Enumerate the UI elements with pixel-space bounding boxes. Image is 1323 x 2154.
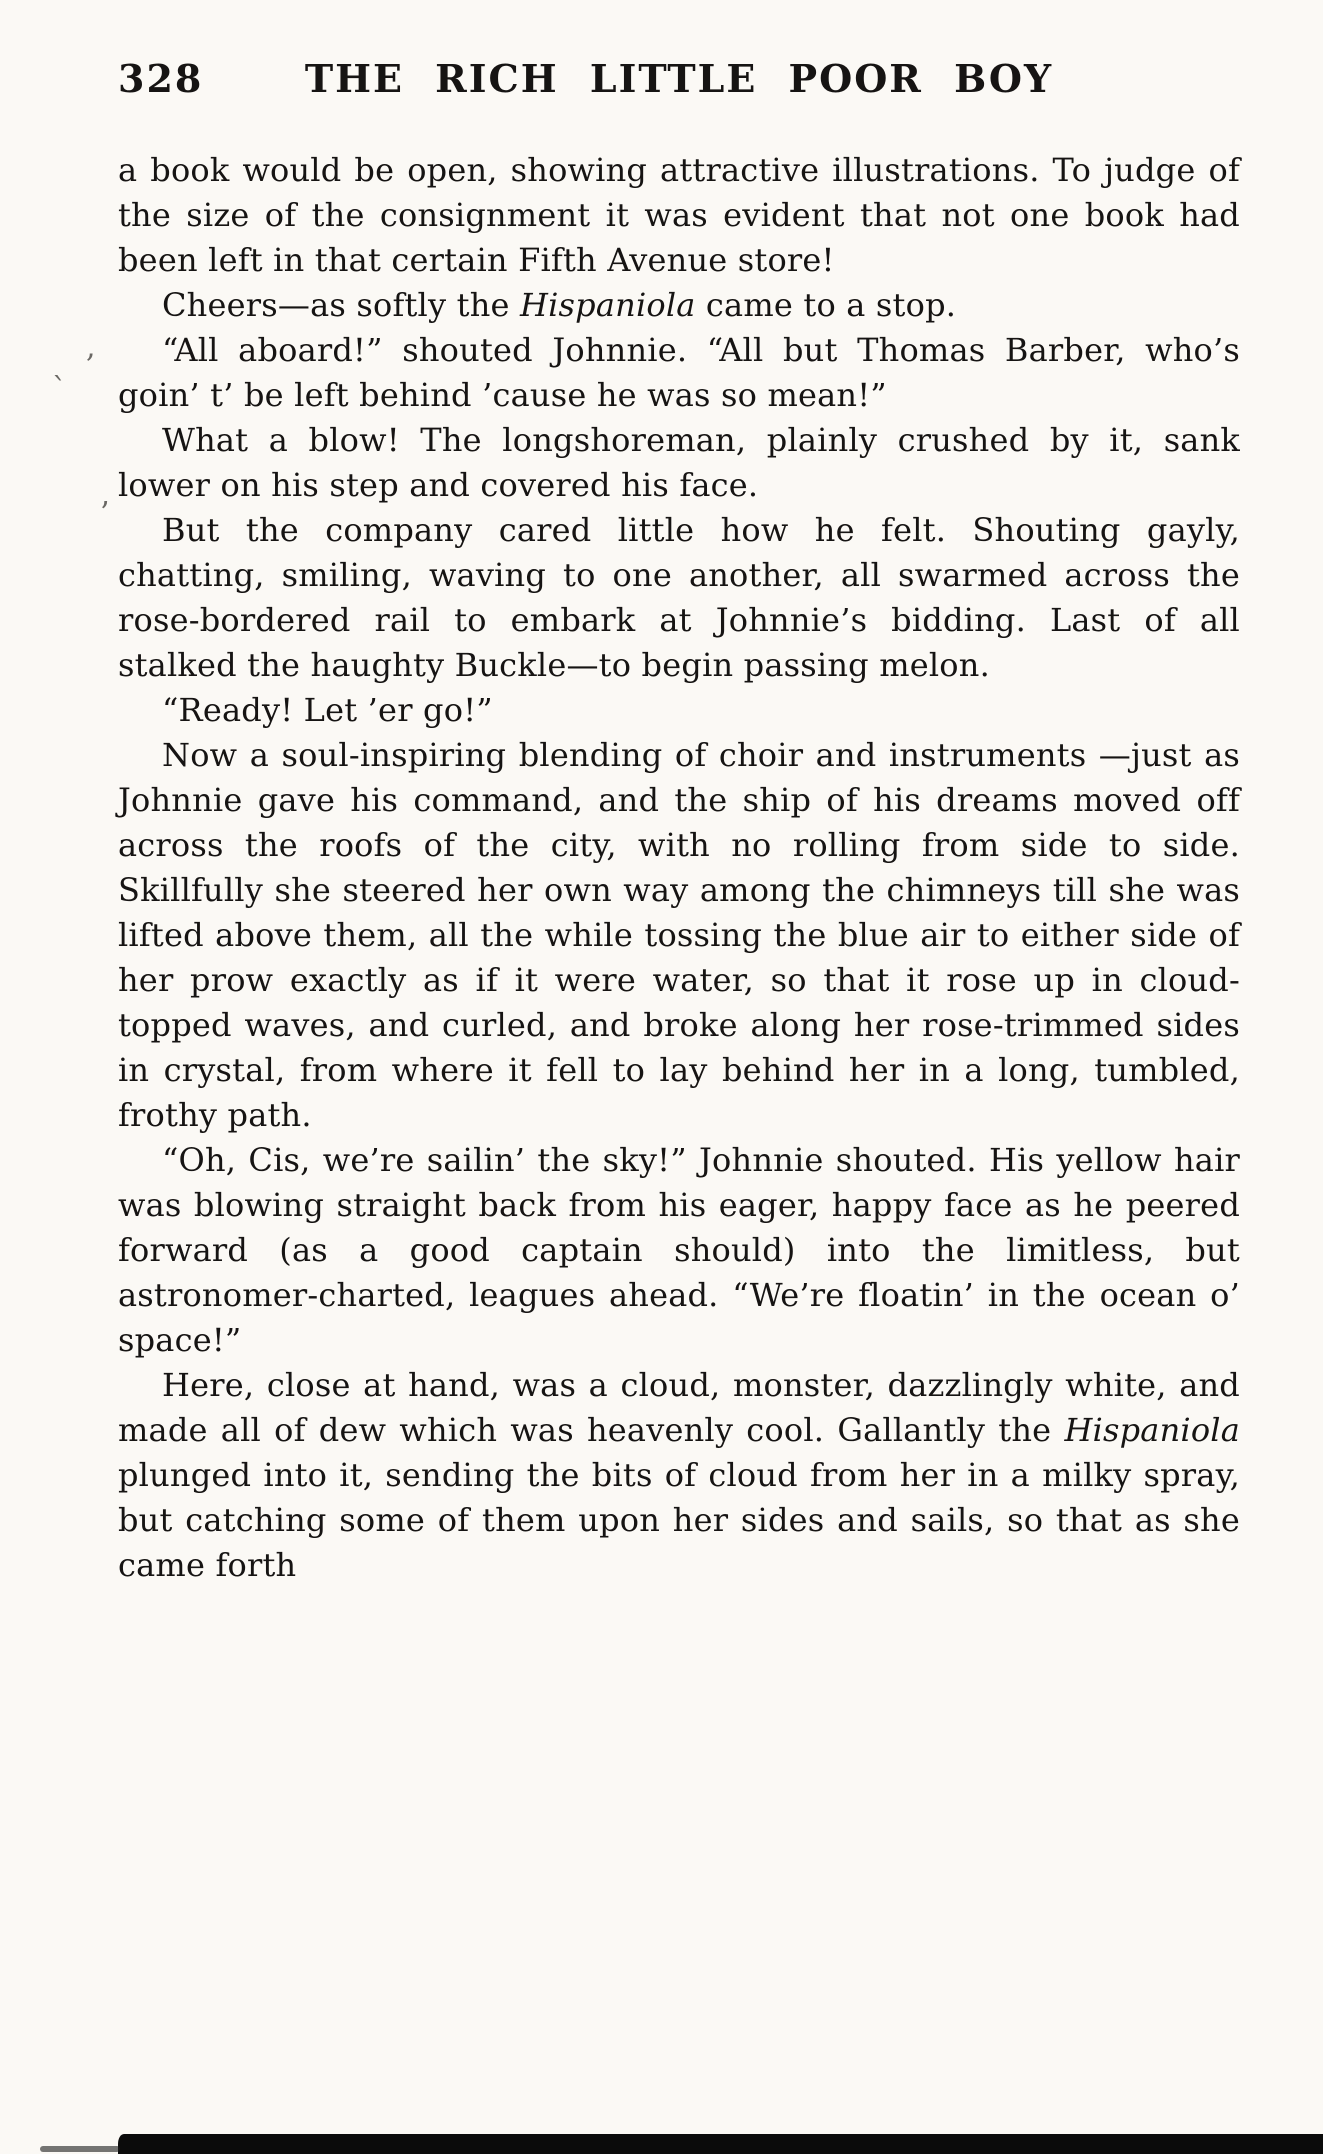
italic-text-segment: Hispaniola [520,286,696,324]
text-segment: Here, close at hand, was a cloud, monster, dazzlingly white, and made all of dew which was heavenly cool. Gallantly the [118,1366,1240,1449]
text-segment: a book would be open, showing attractive illustrations. To judge of the size of the consignment it was evident that not one book had been left in that certain Fifth Avenue store! [118,151,1240,279]
running-head [118,56,1240,108]
text-segment: What a blow! The longshoreman, plainly crushed by it, sank lower on his step and covered his face. [118,421,1240,504]
paragraph [118,508,1240,688]
text-segment: “Ready! Let ’er go!” [162,691,493,729]
page-content [118,56,1240,1588]
text-segment: Cheers—as softly the [162,286,521,324]
paragraph [118,328,1240,418]
italic-text-segment: Hispaniola [1064,1411,1240,1449]
paragraph [118,283,1240,328]
scan-speck: ’ [100,496,110,531]
text-segment: “Oh, Cis, we’re sailin’ the sky!” Johnnie shouted. His yellow hair was blowing straight back from his eager, happy face as he peered forward (as a good captain should) into the limitless, but astronomer-charted, leagues ahead. “We’re floatin’ in the ocean o’ space!” [118,1141,1240,1359]
running-title: THE RICH LITTLE POOR BOY [304,56,1054,101]
paragraph [118,733,1240,1138]
scan-edge-artifact [118,2134,1323,2154]
paragraph [118,688,1240,733]
page-number: 328 [118,56,204,101]
paragraph [118,418,1240,508]
scan-edge-artifact-small [40,2146,120,2152]
paragraph [118,1363,1240,1588]
text-segment: But the company cared little how he felt. Shouting gayly, chatting, smiling, waving to one another, all swarmed across the rose-bordered rail to embark at Johnnie’s bidding. Last of all stalked the haughty Buckle—to begin passing melon. [118,511,1240,684]
text-segment: Now a soul-inspiring blending of choir and instruments —just as Johnnie gave his command, and the ship of his dreams moved off across the roofs of the city, with no rolling from side to side. Skillfully she steered her own way among the chimneys till she was lifted above them, all the while tossing the blue air to either side of her prow exactly as if it were water, so that it rose up in cloud-topped waves, and curled, and broke along her rose-trimmed sides in crystal, from where it fell to lay behind her in a long, tumbled, frothy path. [118,736,1240,1134]
text-segment: came to a stop. [695,286,957,324]
scan-speck: , [86,330,96,365]
text-segment: “All aboard!” shouted Johnnie. “All but Thomas Barber, who’s goin’ t’ be left behind ’cause he was so mean!” [118,331,1240,414]
text-segment: plunged into it, sending the bits of cloud from her in a milky spray, but catching some of them upon her sides and sails, so that as she came forth [118,1456,1240,1584]
paragraph [118,1138,1240,1363]
paragraph [118,148,1240,283]
scan-speck: ` [52,372,67,407]
text-block [118,148,1240,1588]
